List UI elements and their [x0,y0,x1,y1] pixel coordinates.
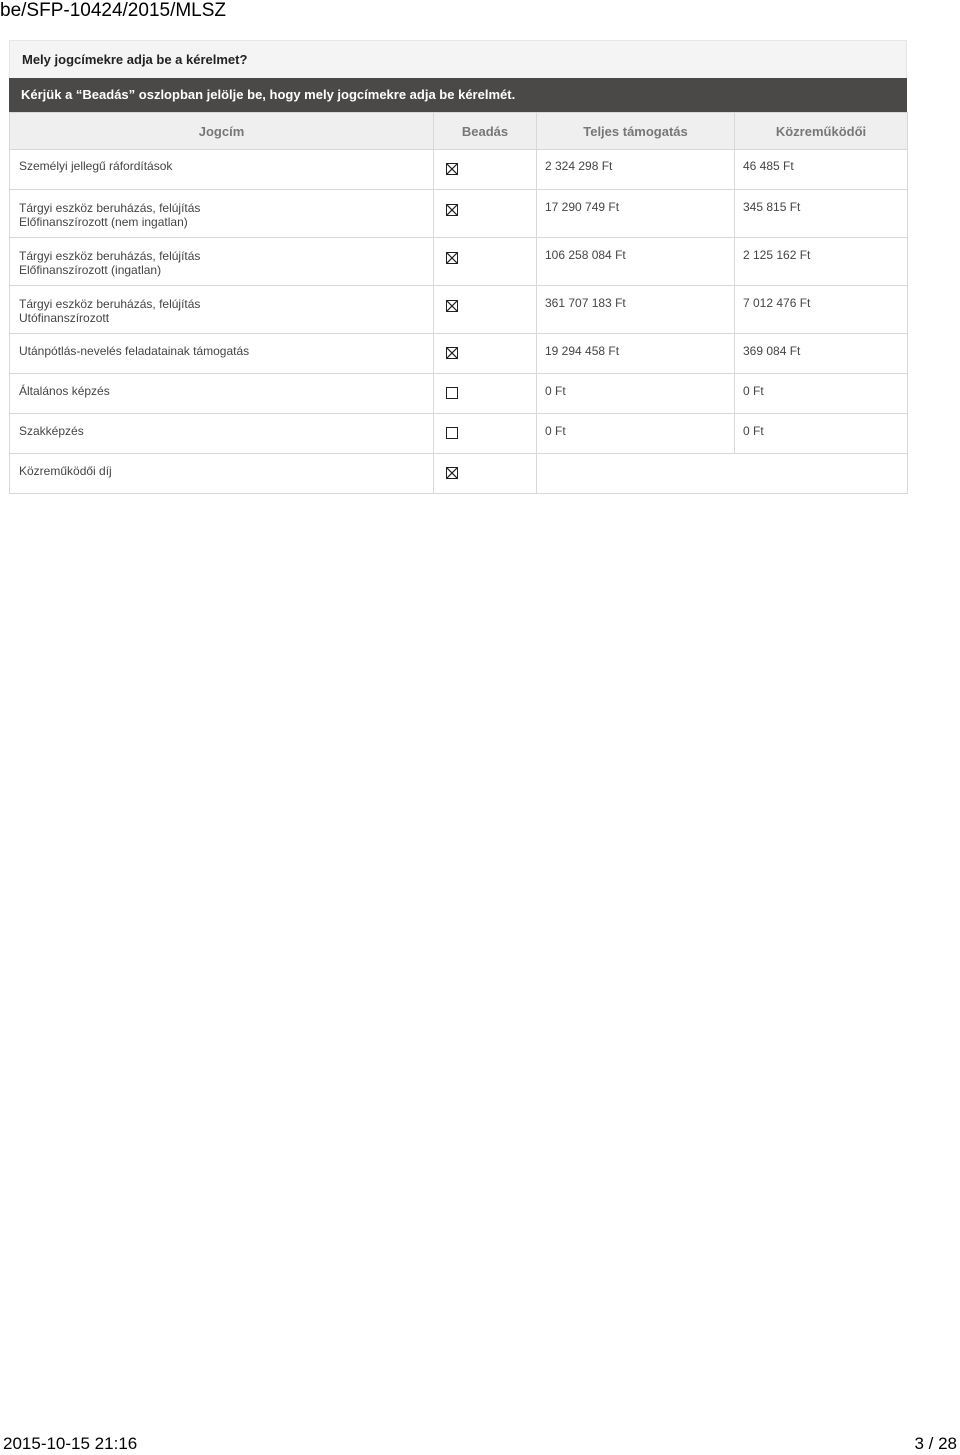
jogcim-label: Tárgyi eszköz beruházás, felújítás [19,249,201,263]
header-beadas: Beadás [434,113,537,150]
table-row [10,286,908,334]
jogcim-cell [10,454,434,494]
checked-checkbox[interactable] [446,300,458,312]
jogcim-sublabel: Előfinanszírozott (nem ingatlan) [19,215,188,229]
beadas-cell [434,334,537,374]
kozremukodoi-value: 2 125 162 Ft [735,238,908,286]
beadas-cell [434,414,537,454]
teljes-tamogatas-value: 0 Ft [537,414,735,454]
kozremukodoi-value: 7 012 476 Ft [735,286,908,334]
x-mark-icon [447,468,457,478]
kozremukodoi-value: 0 Ft [735,414,908,454]
checked-checkbox[interactable] [446,163,458,175]
jogcim-cell [10,414,434,454]
jogcim-cell [10,374,434,414]
teljes-tamogatas-value: 106 258 084 Ft [537,238,735,286]
checked-checkbox[interactable] [446,467,458,479]
table-row [10,238,908,286]
beadas-cell [434,374,537,414]
table-row [10,454,908,494]
table-row [10,414,908,454]
header-kozremukodoi: Közreműködői [735,113,908,150]
jogcim-table [9,112,908,494]
jogcim-label: Szakképzés [19,424,84,438]
header-jogcim: Jogcím [10,113,434,150]
table-row [10,190,908,238]
section-instruction: Kérjük a “Beadás” oszlopban jelölje be, hogy mely jogcímekre adja be kérelmét. [9,78,907,112]
section-question: Mely jogcímekre adja be a kérelmet? [9,40,907,78]
jogcim-cell [10,190,434,238]
footer-timestamp: 2015-10-15 21:16 [3,1434,138,1453]
teljes-tamogatas-value: 19 294 458 Ft [537,334,735,374]
document-id: be/SFP-10424/2015/MLSZ [0,0,227,21]
teljes-tamogatas-value: 2 324 298 Ft [537,150,735,190]
teljes-tamogatas-value: 17 290 749 Ft [537,190,735,238]
checked-checkbox[interactable] [446,204,458,216]
beadas-cell [434,150,537,190]
table-header-row [10,113,908,150]
x-mark-icon [447,301,457,311]
kozremukodoi-value: 369 084 Ft [735,334,908,374]
teljes-tamogatas-value: 361 707 183 Ft [537,286,735,334]
table-row [10,334,908,374]
checked-checkbox[interactable] [446,347,458,359]
kozremukodoi-value: 0 Ft [735,374,908,414]
beadas-cell [434,238,537,286]
kozremukodoi-value: 46 485 Ft [735,150,908,190]
checked-checkbox[interactable] [446,252,458,264]
unchecked-checkbox[interactable] [446,387,458,399]
jogcim-cell [10,150,434,190]
table-row [10,150,908,190]
teljes-tamogatas-value: 0 Ft [537,374,735,414]
table-row [10,374,908,414]
unchecked-checkbox[interactable] [446,427,458,439]
x-mark-icon [447,253,457,263]
jogcim-label: Közreműködői díj [19,464,112,478]
empty-amount-cell [537,454,908,494]
jogcim-label: Tárgyi eszköz beruházás, felújítás [19,201,201,215]
beadas-cell [434,190,537,238]
x-mark-icon [447,205,457,215]
jogcim-label: Általános képzés [19,384,110,398]
jogcim-sublabel: Utófinanszírozott [19,311,110,325]
table-body [10,150,908,494]
jogcim-sublabel: Előfinanszírozott (ingatlan) [19,263,162,277]
beadas-cell [434,454,537,494]
jogcim-label: Utánpótlás-nevelés feladatainak támogatás [19,344,250,358]
jogcim-label: Tárgyi eszköz beruházás, felújítás [19,297,201,311]
header-teljes-tamogatas: Teljes támogatás [537,113,735,150]
application-section [9,40,907,494]
footer-page-number: 3 / 28 [914,1434,957,1453]
jogcim-cell [10,238,434,286]
kozremukodoi-value: 345 815 Ft [735,190,908,238]
jogcim-cell [10,286,434,334]
beadas-cell [434,286,537,334]
jogcim-label: Személyi jellegű ráfordítások [19,159,173,173]
jogcim-cell [10,334,434,374]
x-mark-icon [447,348,457,358]
x-mark-icon [447,164,457,174]
